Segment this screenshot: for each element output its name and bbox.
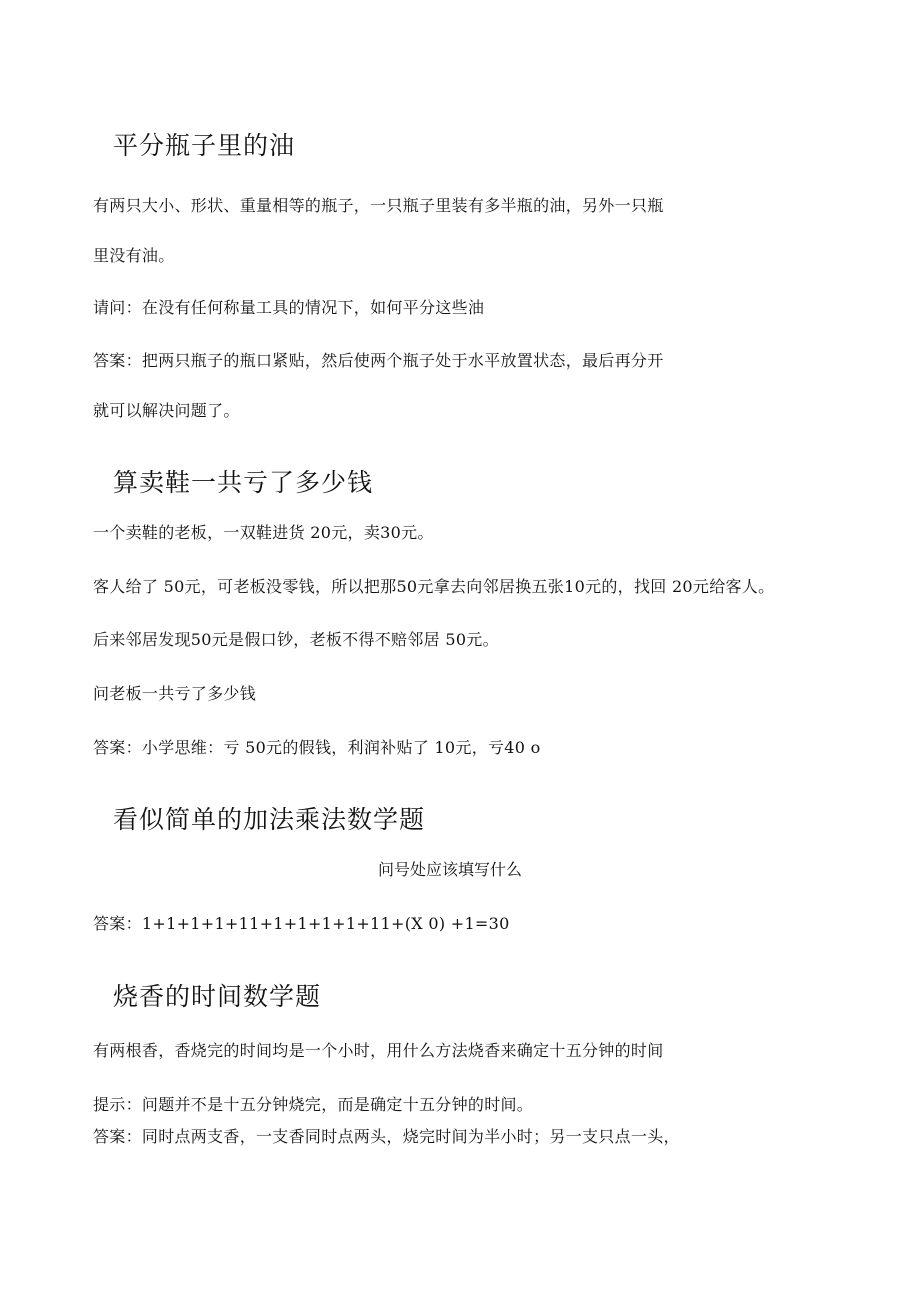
section-title-incense: 烧香的时间数学题 <box>113 982 322 1011</box>
paragraph: 后来邻居发现50元是假口钞，老板不得不赔邻居 50元。 <box>93 630 499 649</box>
section-title-math: 看似简单的加法乘法数学题 <box>113 805 426 834</box>
answer-text: 答案：把两只瓶子的瓶口紧贴，然后使两个瓶子处于水平放置状态，最后再分开 <box>93 351 664 370</box>
question-text: 问老板一共亏了多少钱 <box>93 684 257 703</box>
answer-text: 答案：1+1+1+1+11+1+1+1+1+11+(X 0) +1=30 <box>93 914 510 933</box>
hint-text: 提示：问题并不是十五分钟烧完，而是确定十五分钟的时间。 <box>93 1095 534 1114</box>
section-title-shoes: 算卖鞋一共亏了多少钱 <box>113 468 374 497</box>
answer-text-continued: 就可以解决问题了。 <box>93 401 240 420</box>
answer-text: 答案：同时点两支香，一支香同时点两头，烧完时间为半小时；另一支只点一头， <box>93 1127 680 1146</box>
paragraph: 有两根香，香烧完的时间均是一个小时，用什么方法烧香来确定十五分钟的时间 <box>93 1041 664 1060</box>
section-subtitle: 问号处应该填写什么 <box>377 860 522 879</box>
paragraph: 客人给了 50元，可老板没零钱，所以把那50元拿去向邻居换五张10元的，找回 20元给客人。 <box>93 577 775 596</box>
answer-text: 答案：小学思维：亏 50元的假钱，利润补贴了 10元，亏40 o <box>93 738 541 757</box>
paragraph: 里没有油。 <box>93 246 175 265</box>
question-text: 请问：在没有任何称量工具的情况下，如何平分这些油 <box>93 298 485 317</box>
section-title-oil: 平分瓶子里的油 <box>113 131 296 160</box>
paragraph: 有两只大小、形状、重量相等的瓶子，一只瓶子里装有多半瓶的油，另外一只瓶 <box>93 196 664 215</box>
paragraph: 一个卖鞋的老板，一双鞋进货 20元，卖30元。 <box>93 523 434 542</box>
